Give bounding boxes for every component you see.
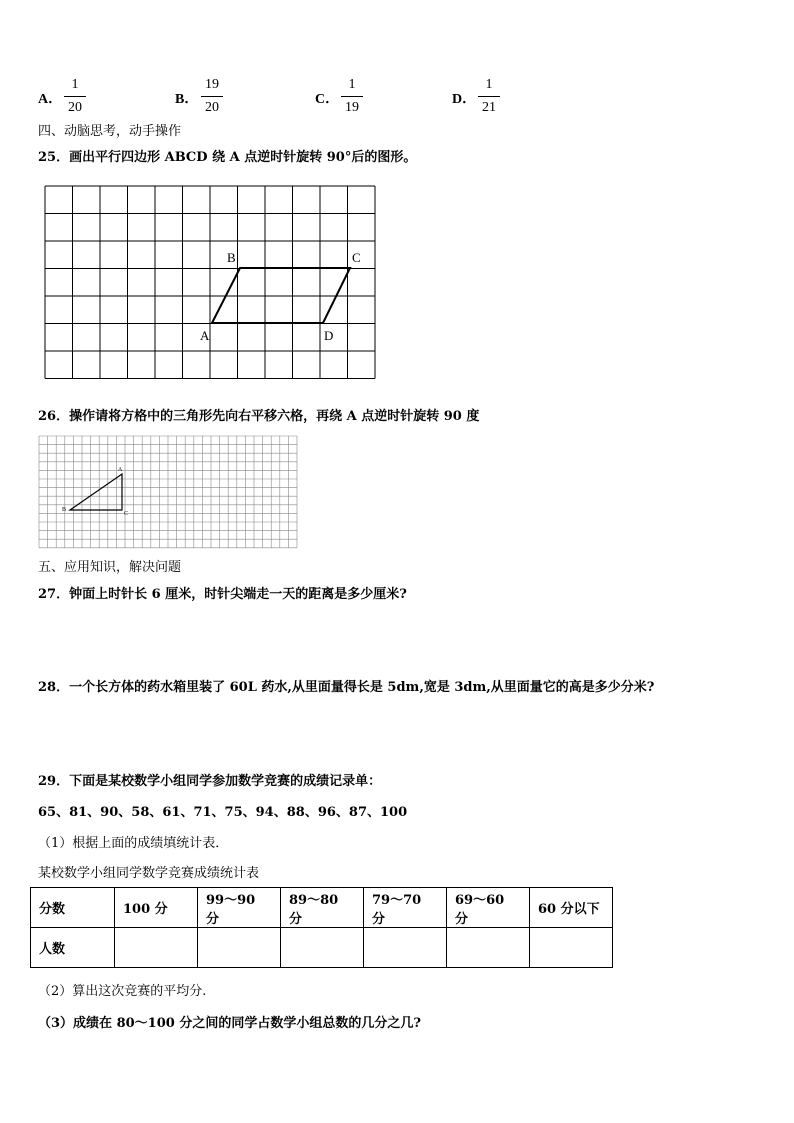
grid-25 [40,183,385,383]
scores-list: 65、81、90、58、61、71、75、94、88、96、87、100 [38,805,408,820]
fraction [341,76,363,117]
denominator: 20 [68,100,82,115]
option-label: A． [38,92,63,107]
table-title: 某校数学小组同学数学竞赛成绩统计表 [38,866,260,881]
numerator: 1 [348,77,356,92]
denominator: 20 [205,100,219,115]
question-29: 29．下面是某校数学小组同学参加数学竞赛的成绩记录单： [38,774,382,789]
vertex-label-c: C [124,511,129,517]
vertex-label-c: C [352,250,361,265]
option-label: D． [452,92,477,107]
fraction [64,76,86,117]
fraction-bar [478,96,500,97]
question-28: 28．一个长方体的药水箱里装了 60L 药水,从里面量得长是 5dm,宽是 3dm,从里面量它的高是多少分米? [38,680,655,695]
stats-table [30,887,613,968]
vertex-label-d: D [324,328,334,343]
header-cell: 60 分以下 [530,888,613,928]
fraction-bar [341,96,363,97]
row-label-cell: 人数 [31,928,115,968]
header-cell: 100 分 [115,888,198,928]
fraction [478,76,500,117]
question-29-part-1: （1）根据上面的成绩填统计表． [38,836,229,851]
header-cell: 89～80 分 [281,888,364,928]
header-cell: 99～90 分 [198,888,281,928]
vertex-label-b: B [62,507,67,513]
question-29-part-3: （3）成绩在 80～100 分之间的同学占数学小组总数的几分之几? [38,1016,421,1031]
section-heading-4: 四、动脑思考，动手操作 [38,124,182,139]
grid-lines [39,436,297,548]
answer-cell[interactable] [115,928,198,968]
answer-cell[interactable] [530,928,613,968]
numerator: 1 [71,77,79,92]
fraction-bar [64,96,86,97]
table-header-row [31,888,613,928]
header-cell: 69～60 分 [447,888,530,928]
answer-cell[interactable] [281,928,364,968]
table-data-row [31,928,613,968]
question-25: 25．画出平行四边形 ABCD 绕 A 点逆时针旋转 90°后的图形。 [38,150,417,165]
denominator: 21 [482,100,496,115]
answer-cell[interactable] [364,928,447,968]
section-heading-5: 五、应用知识，解决问题 [38,560,182,575]
header-cell: 79～70 分 [364,888,447,928]
header-cell: 分数 [31,888,115,928]
question-27: 27．钟面上时针长 6 厘米，时针尖端走一天的距离是多少厘米? [38,587,407,602]
option-label: B． [175,92,199,107]
grid-26 [38,434,300,550]
vertex-label-a: A [200,328,210,343]
vertex-label-a: A [118,467,123,473]
numerator: 19 [205,77,219,92]
answer-cell[interactable] [198,928,281,968]
question-29-part-2: （2）算出这次竞赛的平均分. [38,984,207,999]
fraction-bar [201,96,223,97]
vertex-label-b: B [227,250,236,265]
grid-lines [45,186,375,379]
option-label: C． [315,92,340,107]
numerator: 1 [485,77,493,92]
answer-cell[interactable] [447,928,530,968]
denominator: 19 [345,100,359,115]
question-26: 26．操作请将方格中的三角形先向右平移六格，再绕 A 点逆时针旋转 90 度 [38,409,480,424]
fraction [201,76,223,117]
